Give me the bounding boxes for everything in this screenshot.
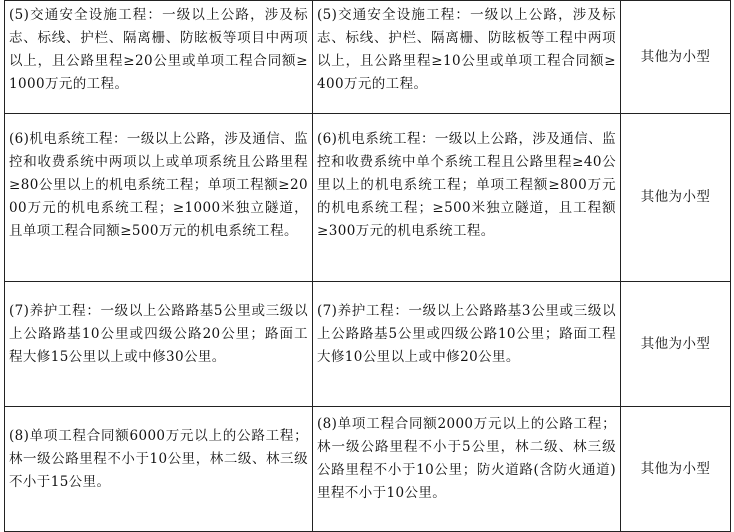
classification-table (4, 0, 731, 532)
small-scale-cell: 其他为小型 (621, 407, 731, 532)
medium-scale-cell: (8)单项工程合同额2000万元以上的公路工程；林一级公路里程不小于5公里，林二级、林三级公路里程不小于10公里；防火道路(含防火通道)里程不小于10公里。 (313, 407, 621, 532)
small-scale-cell: 其他为小型 (621, 282, 731, 407)
table-row (5, 114, 731, 282)
large-scale-cell: (6)机电系统工程：一级以上公路，涉及通信、监控和收费系统中两项以上或单项系统且公路里程≥80公里以上的机电系统工程；单项工程额≥2000万元的机电系统工程；≥1000米独立隧道，且单项工程合同额≥500万元的机电系统工程。 (5, 114, 313, 282)
medium-scale-cell: (6)机电系统工程：一级以上公路，涉及通信、监控和收费系统中单个系统工程且公路里程≥40公里以上的机电系统工程；单项工程额≥800万元的机电系统工程；≥500米独立隧道，且工程额≥300万元的机电系统工程。 (313, 114, 621, 282)
medium-scale-cell: (5)交通安全设施工程：一级以上公路，涉及标志、标线、护栏、隔离栅、防眩板等工程中两项以上，且公路里程≥10公里或单项工程合同额≥400万元的工程。 (313, 1, 621, 114)
large-scale-cell: (5)交通安全设施工程：一级以上公路，涉及标志、标线、护栏、隔离栅、防眩板等项目中两项以上，且公路里程≥20公里或单项工程合同额≥1000万元的工程。 (5, 1, 313, 114)
large-scale-cell: (8)单项工程合同额6000万元以上的公路工程；林一级公路里程不小于10公里，林二级、林三级不小于15公里。 (5, 407, 313, 532)
table-row (5, 407, 731, 532)
small-scale-cell: 其他为小型 (621, 114, 731, 282)
table-row (5, 1, 731, 114)
large-scale-cell: (7)养护工程：一级以上公路路基5公里或三级以上公路路基10公里或四级公路20公里；路面工程大修15公里以上或中修30公里。 (5, 282, 313, 407)
small-scale-cell: 其他为小型 (621, 1, 731, 114)
medium-scale-cell: (7)养护工程：一级以上公路路基3公里或三级以上公路路基5公里或四级公路10公里；路面工程大修10公里以上或中修20公里。 (313, 282, 621, 407)
table-row (5, 282, 731, 407)
